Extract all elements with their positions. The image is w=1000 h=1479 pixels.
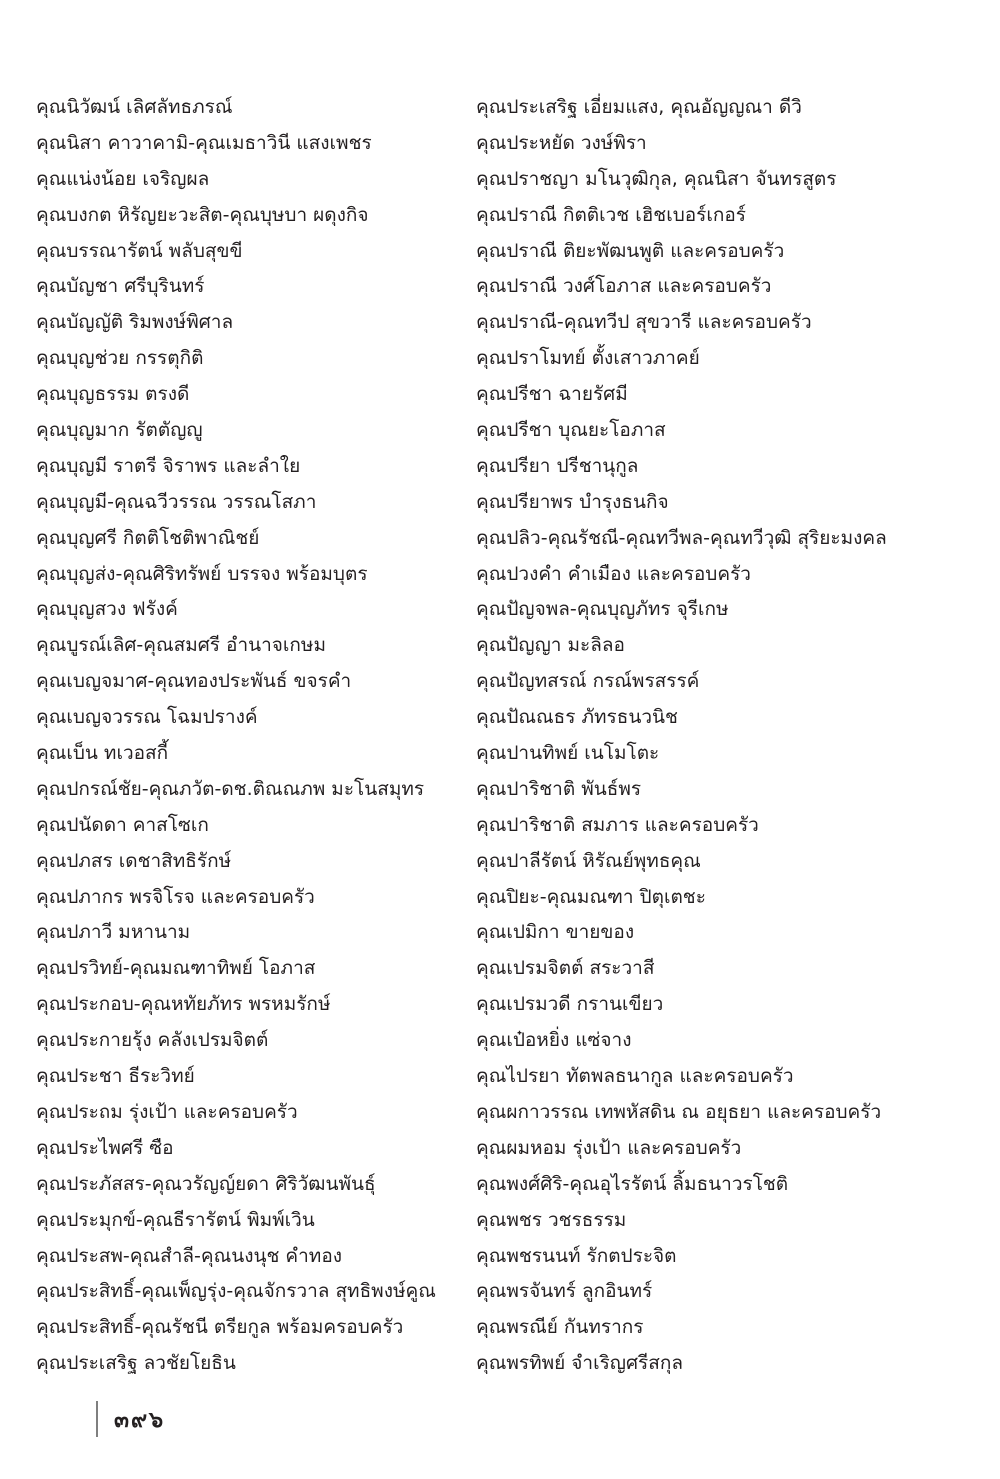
donor-name-right: คุณเป๋อหยิ่ง แซ่จาง bbox=[476, 1029, 632, 1052]
left-name-column bbox=[36, 90, 466, 1382]
donor-name-right: คุณปรีชา บุณยะโอภาส bbox=[476, 419, 666, 442]
donor-name-left: คุณปกรณ์ชัย-คุณภวัต-ดช.ติณณภพ มะโนสมุทร bbox=[36, 777, 425, 800]
donor-name-left: คุณเบ็น ทเวอสกี้ bbox=[36, 742, 169, 765]
donor-name-right: คุณพรณีย์ กันทรากร bbox=[476, 1316, 644, 1339]
donor-name-right: คุณปัญญา มะลิลอ bbox=[476, 634, 625, 657]
donor-name-right: คุณพรจันทร์ ลูกอินทร์ bbox=[476, 1280, 653, 1303]
page-footer bbox=[96, 1399, 165, 1439]
donor-name-right: คุณประเสริฐ เอี่ยมแสง, คุณอัญญณา ดีวิ bbox=[476, 96, 802, 118]
donor-name-left: คุณนิสา คาวาคามิ-คุณเมธาวินี แสงเพชร bbox=[36, 131, 372, 154]
donor-name-right: คุณประหยัด วงษ์พิรา bbox=[476, 131, 647, 154]
donor-name-left: คุณประถม รุ่งเป้า และครอบครัว bbox=[36, 1100, 298, 1123]
donor-name-right: คุณปราโมทย์ ตั้งเสาวภาคย์ bbox=[476, 347, 700, 370]
donor-name-right: คุณเปรมวดี กรานเขียว bbox=[476, 993, 664, 1016]
donor-name-left: คุณประภัสสร-คุณวรัญญ์ยดา ศิริวัฒนพันธุ์ bbox=[36, 1172, 376, 1195]
donor-name-right: คุณเปรมจิตต์ สระวาสี bbox=[476, 957, 655, 980]
donor-name-left: คุณบัญญัติ ริมพงษ์พิศาล bbox=[36, 311, 234, 334]
donor-name-right: คุณไปรยา ทัตพลธนากูล และครอบครัว bbox=[476, 1065, 794, 1088]
donor-name-right: คุณพชร วชรธรรม bbox=[476, 1208, 627, 1231]
donor-name-left: คุณประกายรุ้ง คลังเปรมจิตต์ bbox=[36, 1029, 269, 1052]
donor-name-right: คุณปรียาพร บำรุงธนกิจ bbox=[476, 490, 669, 513]
donor-name-left: คุณบัญชา ศรีบุรินทร์ bbox=[36, 275, 205, 298]
donor-name-left: คุณบุญธรรม ตรงดี bbox=[36, 383, 190, 406]
donor-name-left: คุณประชา ธีระวิทย์ bbox=[36, 1065, 195, 1088]
donor-name-left: คุณบุญช่วย กรรตุกิติ bbox=[36, 347, 204, 370]
donor-name-left: คุณประไพศรี ซือ bbox=[36, 1136, 174, 1159]
donor-name-right: คุณปราณี กิตติเวช เฮิชเบอร์เกอร์ bbox=[476, 203, 746, 226]
donor-name-right: คุณปราณี วงศ์โอภาส และครอบครัว bbox=[476, 275, 772, 298]
donor-name-right: คุณปิยะ-คุณมณฑา ปิตุเตชะ bbox=[476, 885, 706, 908]
donor-name-left: คุณบุญมี-คุณฉวีวรรณ วรรณโสภา bbox=[36, 490, 317, 513]
donor-name-left: คุณปภสร เดชาสิทธิรักษ์ bbox=[36, 849, 232, 872]
donor-name-right: คุณปวงคำ คำเมือง และครอบครัว bbox=[476, 562, 751, 585]
page-number: ๓๙๖ bbox=[114, 1407, 166, 1433]
donor-name-right: คุณพงศ์ศิริ-คุณอุไรรัตน์ ลิ้มธนาวรโชติ bbox=[476, 1172, 789, 1195]
donor-name-right: คุณปราชญา มโนวุฒิกุล, คุณนิสา จันทรสูตร bbox=[476, 167, 837, 190]
donor-name-left: คุณนิวัฒน์ เลิศลัทธภรณ์ bbox=[36, 96, 233, 118]
donor-name-right: คุณปรียา ปรีชานุกูล bbox=[476, 454, 639, 477]
donor-name-left: คุณบูรณ์เลิศ-คุณสมศรี อำนาจเกษม bbox=[36, 634, 326, 657]
donor-name-right: คุณปาริชาติ สมภาร และครอบครัว bbox=[476, 813, 759, 836]
donor-name-right: คุณเปมิกา ขายของ bbox=[476, 921, 635, 944]
donor-name-left: คุณบุญมี ราตรี จิราพร และลำใย bbox=[36, 454, 301, 477]
donor-name-left: คุณบงกต หิรัญยะวะสิต-คุณบุษบา ผดุงกิจ bbox=[36, 203, 369, 226]
donor-name-left: คุณประสพ-คุณสำลี-คุณนงนุช คำทอง bbox=[36, 1244, 343, 1267]
footer-divider bbox=[96, 1401, 98, 1437]
donor-name-right: คุณผมหอม รุ่งเป้า และครอบครัว bbox=[476, 1136, 742, 1159]
donor-name-left: คุณปภาวี มหานาม bbox=[36, 921, 191, 944]
donor-name-right: คุณปัณณธร ภัทรธนวนิช bbox=[476, 706, 678, 729]
donor-name-left: คุณบุญสวง ฟรังค์ bbox=[36, 598, 178, 621]
donor-name-left: คุณประกอบ-คุณหทัยภัทร พรหมรักษ์ bbox=[36, 993, 331, 1016]
donor-name-right: คุณปานทิพย์ เนโมโตะ bbox=[476, 742, 660, 765]
donor-name-right: คุณปาริชาติ พันธ์พร bbox=[476, 777, 642, 800]
donor-name-right: คุณพชรนนท์ รักตประจิต bbox=[476, 1244, 677, 1267]
donor-name-left: คุณปรวิทย์-คุณมณฑาทิพย์ โอภาส bbox=[36, 957, 316, 980]
donor-name-right: คุณปาลีรัตน์ หิรัณย์พุทธคุณ bbox=[476, 849, 701, 872]
donor-name-left: คุณปภากร พรจิโรจ และครอบครัว bbox=[36, 885, 315, 908]
donor-name-left: คุณบุญมาก รัตตัญญู bbox=[36, 419, 203, 442]
donor-name-right: คุณผกาวรรณ เทพหัสดิน ณ อยุธยา และครอบครัว bbox=[476, 1100, 882, 1123]
donor-name-right: คุณพรทิพย์ จำเริญศรีสกุล bbox=[476, 1352, 683, 1375]
right-name-column bbox=[476, 90, 976, 1382]
donor-name-right: คุณปัญทสรณ์ กรณ์พรสรรค์ bbox=[476, 670, 700, 693]
donor-name-right: คุณปัญจพล-คุณบุญภัทร จุรีเกษ bbox=[476, 598, 729, 621]
donor-name-left: คุณบรรณารัตน์ พลับสุขขี bbox=[36, 239, 243, 262]
donor-name-left: คุณเบญจวรรณ โฉมปรางค์ bbox=[36, 706, 258, 729]
donor-name-left: คุณประสิทธิ์-คุณเพ็ญรุ่ง-คุณจักรวาล สุทธิพงษ์คูณ bbox=[36, 1280, 436, 1303]
donor-name-left: คุณประมุกข์-คุณธีรารัตน์ พิมพ์เวิน bbox=[36, 1208, 315, 1231]
donor-name-right: คุณปราณี-คุณทวีป สุขวารี และครอบครัว bbox=[476, 311, 812, 334]
donor-name-left: คุณบุญส่ง-คุณศิริทรัพย์ บรรจง พร้อมบุตร bbox=[36, 562, 368, 585]
donor-name-right: คุณปลิว-คุณรัชณี-คุณทวีพล-คุณทวีวุฒิ สุริยะมงคล bbox=[476, 526, 887, 549]
donor-name-left: คุณเบญจมาศ-คุณทองประพันธ์ ขจรคำ bbox=[36, 670, 352, 693]
donor-name-right: คุณปราณี ติยะพัฒนพูติ และครอบครัว bbox=[476, 239, 785, 262]
donor-name-left: คุณประสิทธิ์-คุณรัชนี ตรียกูล พร้อมครอบครัว bbox=[36, 1316, 404, 1339]
donor-name-left: คุณปนัดดา คาสโซเก bbox=[36, 813, 209, 836]
donor-name-left: คุณประเสริฐ ลวชัยโยธิน bbox=[36, 1352, 236, 1375]
donor-name-right: คุณปรีชา ฉายรัศมี bbox=[476, 383, 628, 406]
donor-name-left: คุณบุญศรี กิตติโชติพาณิชย์ bbox=[36, 526, 260, 549]
donor-name-left: คุณแน่งน้อย เจริญผล bbox=[36, 167, 210, 190]
